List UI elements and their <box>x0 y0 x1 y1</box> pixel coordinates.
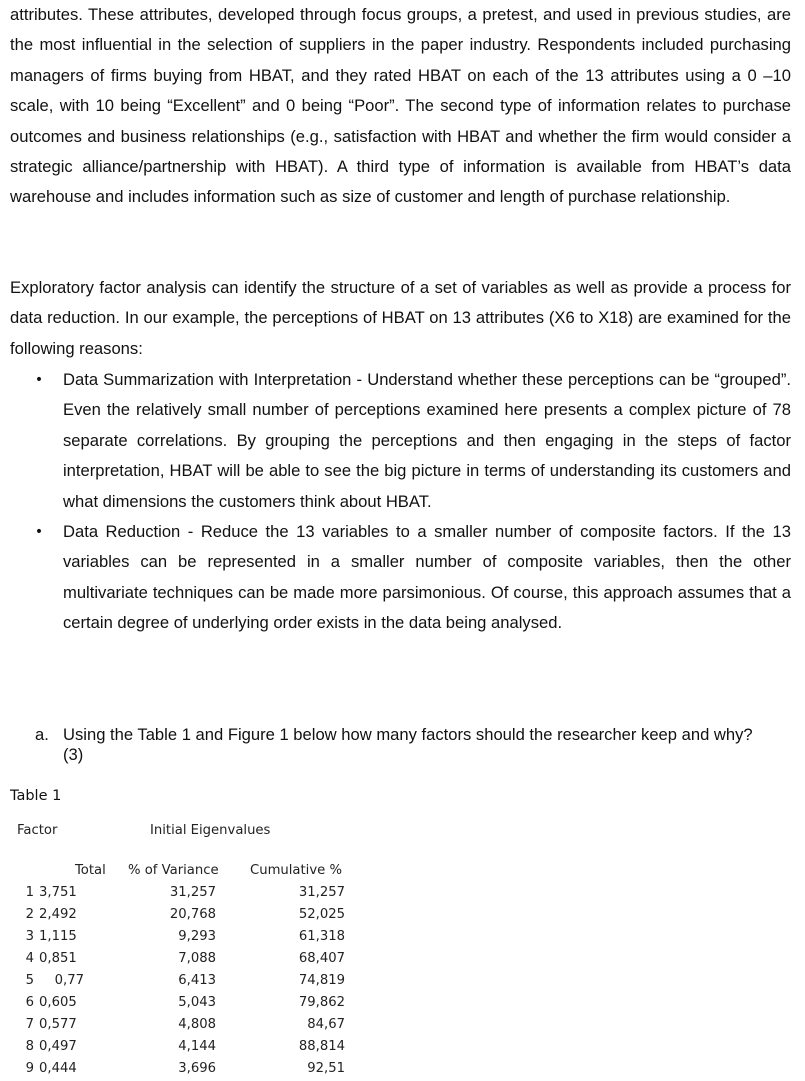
table-cell-total: 0,605 <box>39 995 77 1010</box>
table-cell-total: 0,77 <box>54 973 84 988</box>
bullet-icon: • <box>34 524 44 541</box>
body-paragraph-attributes: attributes. These attributes, developed through focus groups, a pretest, and used in previous studies, are the most influential in the selection of suppliers in the paper industry. Respondents included purchasing managers of firms buying from HBAT, and they rated HBAT on each of the 13 attributes using a 0 –10 scale, with 10 being “Excellent” and 0 being “Poor”. The second type of information relates to purchase outcomes and business relationships (e.g., satisfaction with HBAT and whether the firm would consider a strategic alliance/partnership with HBAT). A third type of information is available from HBAT’s data warehouse and includes information such as size of customer and length of purchase relationship. <box>10 5 791 207</box>
table-cell-cumulative: 88,814 <box>298 1039 345 1054</box>
table-cell-variance: 3,696 <box>178 1061 216 1076</box>
list-item <box>10 517 791 639</box>
bullet-icon: • <box>34 372 44 388</box>
table-cell-cumulative: 31,257 <box>298 885 345 900</box>
table-factor-header: Factor <box>17 823 58 838</box>
table-cell-total: 1,115 <box>39 929 77 944</box>
table-cell-total: 0,444 <box>39 1061 77 1076</box>
table-cell-factor: 8 <box>25 1039 34 1054</box>
table-cell-cumulative: 61,318 <box>298 929 345 944</box>
table-cell-variance: 5,043 <box>178 995 216 1010</box>
table-cell-factor: 6 <box>25 995 34 1010</box>
list-item-text: Data Reduction - Reduce the 13 variables to a smaller number of composite factors. If the 13 variables can be represented in a smaller number of composite variables, then the other multivariate techniques can be made more parsimonious. Of course, this approach assumes that a certain degree of underlying order exists in the data being analysed. <box>63 522 791 633</box>
question-letter: a. <box>35 725 49 744</box>
question-a <box>35 725 765 765</box>
list-item <box>10 365 791 517</box>
table-group-header: Initial Eigenvalues <box>150 823 271 838</box>
table-cell-factor: 1 <box>25 885 34 900</box>
table-cell-variance: 6,413 <box>178 973 216 988</box>
table-cell-variance: 20,768 <box>169 907 216 922</box>
table-column-header-total: Total <box>75 863 106 878</box>
table-cell-total: 0,497 <box>39 1039 77 1054</box>
table-cell-cumulative: 74,819 <box>298 973 345 988</box>
reasons-list <box>10 365 791 639</box>
table-cell-factor: 5 <box>25 973 34 988</box>
table-column-header-variance: % of Variance <box>128 863 219 878</box>
table-cell-cumulative: 84,67 <box>307 1017 345 1032</box>
table-caption: Table 1 <box>10 788 62 804</box>
table-cell-total: 0,851 <box>39 951 77 966</box>
table-cell-cumulative: 52,025 <box>298 907 345 922</box>
question-text: Using the Table 1 and Figure 1 below how many factors should the researcher keep and why? (3) <box>63 725 753 764</box>
table-cell-cumulative: 79,862 <box>298 995 345 1010</box>
table-cell-cumulative: 92,51 <box>307 1061 345 1076</box>
body-paragraph-factor-analysis: Exploratory factor analysis can identify the structure of a set of variables as well as provide a process for data reduction. In our example, the perceptions of HBAT on 13 attributes (X6 to X18) are examined for the following reasons: <box>10 278 791 358</box>
table-cell-variance: 4,144 <box>178 1039 216 1054</box>
table-column-header-cumulative: Cumulative % <box>250 863 342 878</box>
table-cell-factor: 2 <box>25 907 34 922</box>
table-cell-variance: 7,088 <box>178 951 216 966</box>
table-cell-factor: 7 <box>25 1017 34 1032</box>
table-cell-total: 3,751 <box>39 885 77 900</box>
table-cell-total: 2,492 <box>39 907 77 922</box>
table-cell-variance: 4,808 <box>178 1017 216 1032</box>
table-cell-factor: 3 <box>25 929 34 944</box>
list-item-text: Data Summarization with Interpretation - Understand whether these perceptions can be “grouped”. Even the relatively small number of perceptions examined here presents a complex picture of 78 separate correlations. By grouping the perceptions and then engaging in the steps of factor interpretation, HBAT will be able to see the big picture in terms of understanding its customers and what dimensions the customers think about HBAT. <box>63 370 791 511</box>
table-cell-variance: 9,293 <box>178 929 216 944</box>
table-cell-total: 0,577 <box>39 1017 77 1032</box>
table-cell-cumulative: 68,407 <box>298 951 345 966</box>
table-cell-variance: 31,257 <box>169 885 216 900</box>
table-cell-factor: 9 <box>25 1061 34 1076</box>
table-cell-factor: 4 <box>25 951 34 966</box>
